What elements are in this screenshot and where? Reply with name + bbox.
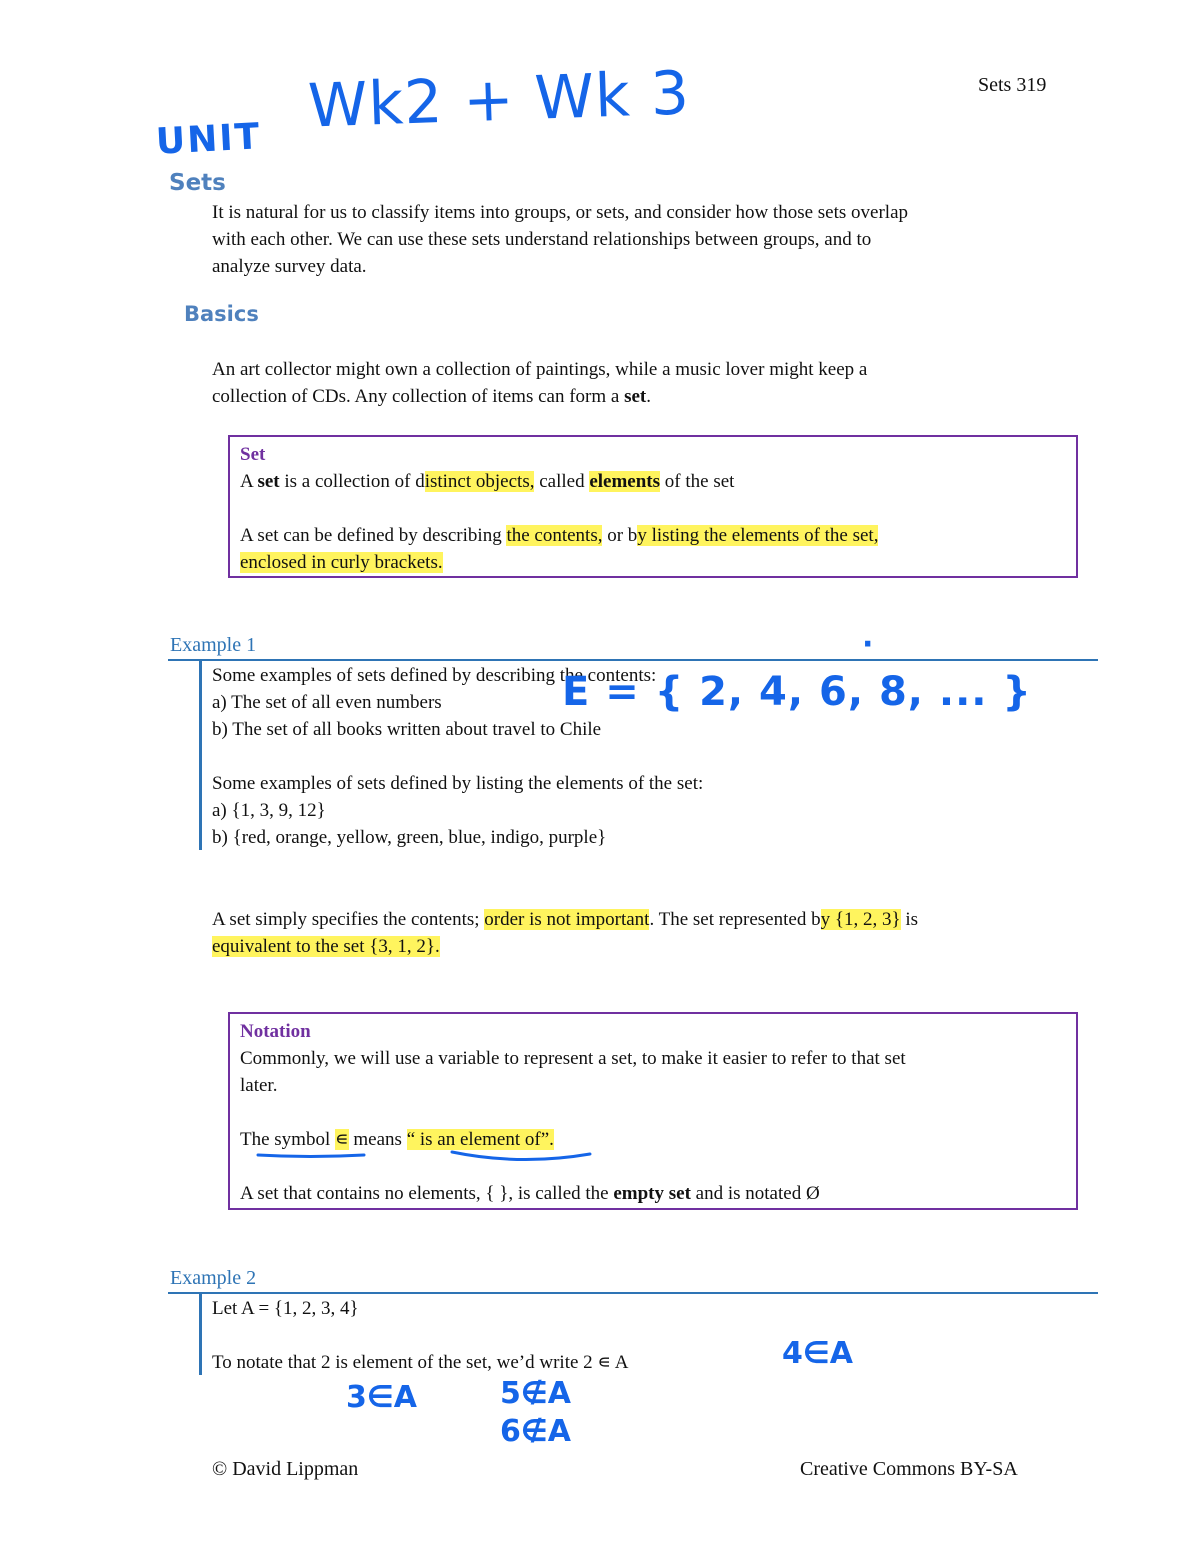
handwritten-dot: · [862,627,874,662]
notation-l3-c: means [348,1129,407,1150]
example-1-line-4: Some examples of sets defined by listing the elements of the set: [212,773,704,794]
notation-line-4 [240,1180,820,1207]
element-of-symbol: ∊ [335,1129,349,1150]
set-definition-box [228,435,1078,578]
notation-box [228,1012,1078,1210]
set-box-l1-a: A [240,471,258,492]
order-l1-e: is [900,909,919,930]
set-box-l1-e: called [534,471,590,492]
example-2-bar [199,1293,202,1375]
order-line-1 [212,906,918,933]
section-title-basics: Basics [184,302,259,326]
set-box-elements: elements [589,471,661,492]
example-1-bar [199,660,202,850]
handwritten-unit: UNIT [154,116,263,163]
set-box-title: Set [240,444,266,465]
handwritten-5-not-in-a: 5∉A [500,1376,571,1411]
set-box-line-2 [240,522,878,549]
notation-line-2: later. [240,1075,278,1096]
example-1-line-2: a) The set of all even numbers [212,692,442,713]
set-box-l1-b: set [257,471,280,492]
intro-line-3: analyze survey data. [212,256,367,277]
footer-copyright: © David Lippman [212,1458,359,1480]
example-1-line-3: b) The set of all books written about travel to Chile [212,719,602,740]
example-2-heading: Example 2 [170,1267,257,1289]
handwritten-set-e: E = { 2, 4, 6, 8, ... } [562,669,1032,715]
basics-line-2-end: . [646,386,651,407]
handwritten-6-not-in-a: 6∉A [500,1414,571,1449]
empty-set-term: empty set [613,1183,691,1204]
notation-line-1: Commonly, we will use a variable to represent a set, to make it easier to refer to that set [240,1048,906,1069]
set-box-l2-b: the contents, [506,525,603,546]
set-box-l1-g: of the set [660,471,735,492]
example-1-line-1: Some examples of sets defined by describing the contents: [212,665,657,686]
example-2-line-2: To notate that 2 is element of the set, we’d write 2 ∊ A [212,1352,629,1373]
example-1-heading: Example 1 [170,634,257,656]
example-1-line-5: a) {1, 3, 9, 12} [212,800,326,821]
set-box-l2-a: A set can be defined by describing [240,525,507,546]
set-term: set [624,386,647,407]
notation-l4-a: A set that contains no elements, { }, is called [240,1183,586,1204]
notation-l3-a: The symbol [240,1129,335,1150]
example-2-rule [168,1292,1098,1294]
notation-box-title: Notation [240,1021,311,1042]
example-1-rule [168,659,1098,661]
notation-l4-d: and is notated Ø [690,1183,820,1204]
order-l2: equivalent to the set {3, 1, 2}. [212,936,440,957]
order-l1-d: y {1, 2, 3} [820,909,901,930]
order-l1-b: order is not important [484,909,650,930]
set-box-line-1 [240,468,734,495]
handwritten-3-in-a: 3∈A [346,1380,417,1415]
notation-l3-d: “ is an element of”. [406,1129,554,1150]
handwritten-weeks: Wk2 + Wk 3 [306,58,692,142]
intro-line-2: with each other. We can use these sets understand relationships between groups, and to [212,229,872,250]
set-box-line-3 [240,549,443,576]
page-number: Sets 319 [978,74,1047,96]
set-box-l2-c: or b [602,525,638,546]
intro-line-1: It is natural for us to classify items into groups, or sets, and consider how those sets overlap [212,202,909,223]
section-title-sets: Sets [169,170,226,196]
set-box-l1-d: istinct objects, [424,471,535,492]
order-l1-c: . The set represented b [649,909,821,930]
footer-license: Creative Commons BY-SA [800,1458,1018,1480]
basics-line-2-text: collection of CDs. Any collection of items can form a [212,386,625,407]
basics-line-1: An art collector might own a collection of paintings, while a music lover might keep a [212,359,868,380]
order-l1-a: A set simply specifies the contents; [212,909,485,930]
handwritten-4-in-a: 4∈A [782,1336,853,1371]
notation-line-3 [240,1126,554,1153]
example-2-line-1: Let A = {1, 2, 3, 4} [212,1298,359,1319]
notation-l4-b: the [585,1183,614,1204]
example-1-line-6: b) {red, orange, yellow, green, blue, indigo, purple} [212,827,607,848]
set-box-l2-d: y listing the elements of the set, [637,525,879,546]
basics-line-2 [212,383,651,410]
order-line-2 [212,933,440,960]
set-box-l3: enclosed in curly brackets. [240,552,443,573]
set-box-l1-c: is a collection of d [279,471,425,492]
